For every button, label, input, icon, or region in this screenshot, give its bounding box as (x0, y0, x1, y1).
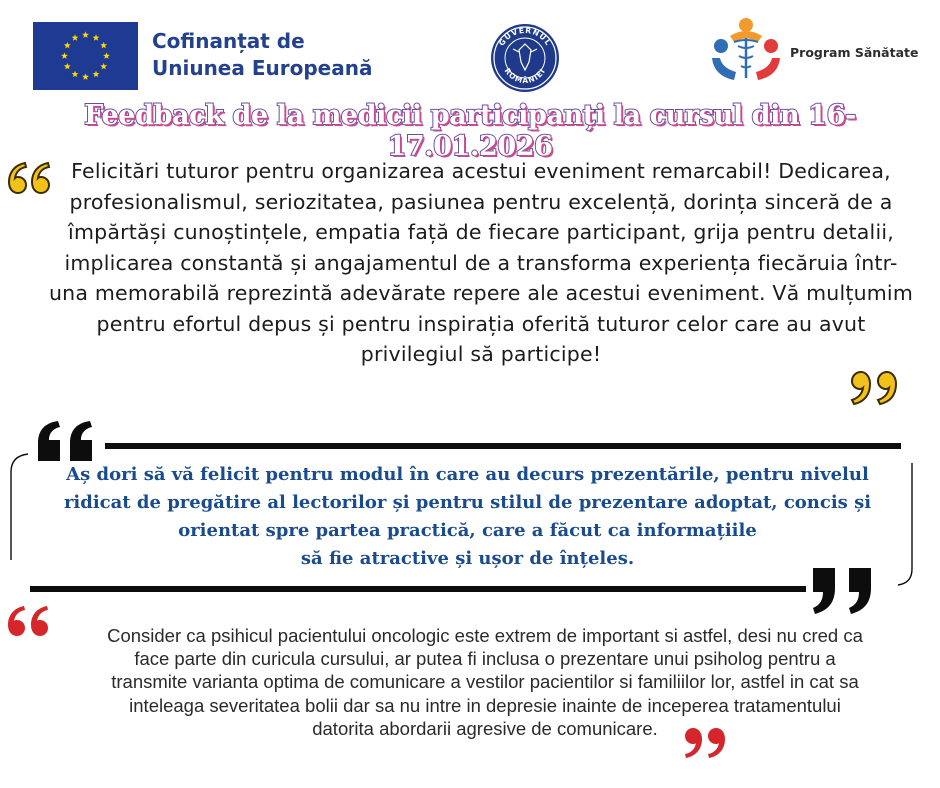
quote-2-line-2: ridicat de pregătire al lectorilor și pentru stilul de prezentare adoptat, concis și (63, 492, 872, 513)
program-sanatate-label: Program Sănătate (790, 45, 919, 60)
eu-flag-logo (33, 22, 138, 90)
eu-cofinancing-label (152, 28, 372, 82)
quote-3-line-5: datorita abordarii agresive de comunicare. (312, 717, 658, 739)
eu-text-line2: Uniunea Europeană (152, 56, 373, 80)
eu-text-line1: Cofinanțat de (152, 29, 305, 53)
page-title: Feedback de la medicii participanți la cursul din 16- 17.01.2026 (84, 100, 856, 162)
romanian-government-seal-logo (489, 22, 561, 94)
svg-text:GUVERNUL: GUVERNUL (496, 25, 554, 48)
quote-2-line-3: orientat spre partea practică, care a făcut ca informațiile (178, 520, 757, 541)
quote-2-line-4: să fie atractive și ușor de înțeles. (300, 548, 635, 569)
program-sanatate-logo (708, 16, 784, 86)
quote-3-line-4: inteleaga severitatea bolii dar sa nu intre in depresie inainte de inceperea tratamentului (129, 694, 841, 716)
quote-2-text (20, 461, 915, 573)
quote-2-bottom-rule (30, 586, 806, 592)
eu-stars-icon (33, 22, 138, 90)
quote-2-line-1: Aș dori să vă felicit pentru modul în care au decurs prezentările, pentru nivelul (66, 464, 869, 485)
quote-3-line-3: transmite varianta optima de comunicare a vestilor pacientilor si familiilor lor, astfel in cat sa (111, 671, 859, 693)
black-close-quote-icon (807, 566, 883, 622)
yellow-close-quote-icon (848, 367, 904, 411)
black-open-quote-icon (32, 419, 102, 467)
quote-3-text (45, 624, 925, 740)
quote-2-top-rule (105, 443, 901, 449)
quote-3-line-1: Consider ca psihicul pacientului oncologic este extrem de important si astfel, desi nu cred ca (107, 625, 863, 646)
quote-1-text: Felicitări tuturor pentru organizarea acestui eveniment remarcabil! Dedicarea, profesionalismul, seriozitatea, pasiunea pentru excelență, dorința sinceră de a împărtăși cunoștințele, empatia față de fiecare participant, grija pentru detalii, implicarea constantă și angajamentul de a transforma experiența fiecăruia într-una memorabilă reprezintă adevărate repere ale acestui eveniment. Vă mulțumim pentru efortul depus și pentru inspirația oferită tuturor celor care au avut privilegiul să participe! (48, 159, 914, 366)
quote-3-line-2: face parte din curicula cursului, ar putea fi inclusa o prezentare unui psiholog pentru a (134, 648, 836, 670)
svg-text:ROMÂNIEI: ROMÂNIEI (502, 66, 548, 86)
red-close-quote-icon (682, 725, 728, 765)
